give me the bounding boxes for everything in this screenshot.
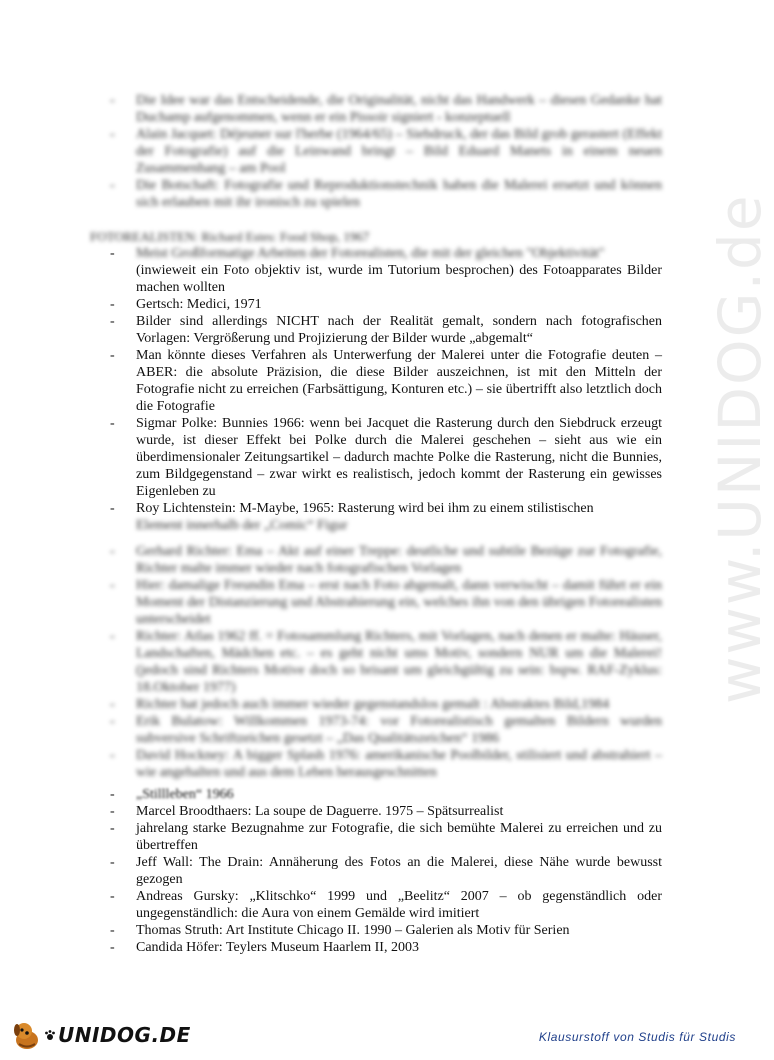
list-item: - Candida Höfer: Teylers Museum Haarlem II, 2003 [110, 940, 419, 955]
footer-tagline: Klausurstoff von Studis für Studis [538, 1030, 736, 1044]
blurred-line: Meist Großformatige Arbeiten der Fotorealisten, die mit der gleichen "Objektivität" [136, 246, 605, 261]
list-item: - Richter hat jedoch auch immer wieder gegenstandslos gemalt : Abstraktes Bild,1984 [110, 697, 610, 712]
list-item: - Jeff Wall: The Drain: Annäherung des Fotos an die Malerei, diese Nähe wurde bewusst gezogen [110, 855, 662, 887]
list-item: - David Hockney: A bigger Splash 1976: amerikanische Poolbilder, stilisiert und abstrahiert – wie angehalten und aus dem Leben herausgeschnitten [110, 748, 662, 780]
list-item: - Meist Großformatige Arbeiten der Fotorealisten, die mit der gleichen "Objektivität" (inwieweit ein Foto objektiv ist, wurde im Tutorium besprochen) des Fotoapparates Bilder machen wollten [110, 246, 662, 295]
logo-text: UNIDOG.DE [58, 1023, 191, 1047]
list-item: - Alain Jacquet: Déjeuner sur l'herbe (1964/65) – Siebdruck, der das Bild grob gerastert (Effekt der Fotografie) auf die Leinwand bringt – Bild Eduard Manets in einem neuen Zusammenhang – am Pool [110, 127, 662, 176]
partial-list [110, 786, 662, 803]
blurred-list [110, 543, 662, 781]
main-list [110, 245, 662, 534]
list-item: - Erik Bulatow: Willkommen 1973-74: vor Fotorealistisch gemalten Bildern wurden subversive Schriftzeichen gesetzt – „Das Qualitätszeichen“ 1986 [110, 714, 662, 746]
list-item: - Die Botschaft: Fotografie und Reproduktionstechnik haben die Malerei ersetzt und können sich erlauben mit ihr ironisch zu spielen [110, 178, 662, 210]
list-item: - Thomas Struth: Art Institute Chicago II. 1990 – Galerien als Motiv für Serien [110, 923, 570, 938]
list-item: - Marcel Broodthaers: La soupe de Daguerre. 1975 – Spätsurrealist [110, 804, 504, 819]
section-heading: FOTOREALISTEN: Richard Estes: Food Shop, 1967 [90, 229, 370, 244]
list-item: - jahrelang starke Bezugnahme zur Fotografie, die sich bemühte Malerei zu erreichen und zu übertreffen [110, 821, 662, 853]
list-item: - Bilder sind allerdings NICHT nach der Realität gemalt, sondern nach fotografischen Vorlagen: Vergrößerung und Projizierung der Bilder wurde „abgemalt“ [110, 314, 662, 346]
top-list [110, 92, 662, 211]
list-item: - Hier: damalige Freundin Ema – erst nach Foto abgemalt, dann verwischt – damit führt er ein Moment der Distanzierung und Abstrahierung ein, welches ihn von den übrigen Fotorealisten unterscheidet [110, 578, 662, 627]
list-item: - „Stillleben“ 1966 [110, 787, 234, 802]
paw-icon [44, 1029, 56, 1041]
list-item: - Die Idee war das Entscheidende, die Originalität, nicht das Handwerk – diesen Gedanke hat Duchamp aufgenommen, wenn er ein Pissoir signiert - konzeptuell [110, 93, 662, 125]
list-item: - Sigmar Polke: Bunnies 1966: wenn bei Jacquet die Rasterung durch den Siebdruck erzeugt wurde, ist dieser Effekt bei Polke durch die Malerei geschehen – sieht aus wie ein überdimensionaler Zeitungsartikel – dadurch machte Polke die Rasterung, nicht die Bunnies, zum Bildgegenstand – zwar wirkt es realistisch, jedoch kommt der Rasterung ein gewisses Eigenleben zu [110, 416, 662, 499]
bottom-list [110, 803, 662, 956]
list-item: - Richter: Atlas 1962 ff. = Fotosammlung Richters, mit Vorlagen, nach denen er malte: Häuser, Landschaften, Mädchen etc. – es geht nicht ums Motiv, sondern NUR um die Malerei! (jedoch sind Richters Motive doch so brisant um gleichgültig zu sein: bspw. RAF-Zyklus: 18.Oktober 1977) [110, 629, 662, 695]
watermark: www.UNIDOG.de [706, 193, 774, 704]
blurred-line: Element innerhalb der „Comic“ Figur [136, 518, 348, 533]
list-item: - Gerhard Richter: Ema – Akt auf einer Treppe: deutliche und subtile Bezüge zur Fotografie, Richter malte immer wieder nach fotografischen Vorlagen [110, 544, 662, 576]
unidog-logo[interactable] [10, 1018, 191, 1052]
list-item: - Roy Lichtenstein: M-Maybe, 1965: Rasterung wird bei ihm zu einem stilistischen Element innerhalb der „Comic“ Figur [110, 500, 662, 534]
dog-mascot-icon [10, 1018, 44, 1052]
list-item: - Andreas Gursky: „Klitschko“ 1999 und „Beelitz“ 2007 – ob gegenständlich oder ungegenständlich: die Aura von einem Gemälde wird imitiert [110, 889, 662, 921]
list-item: - Man könnte dieses Verfahren als Unterwerfung der Malerei unter die Fotografie deuten – ABER: die absolute Präzision, die diese Bilder auszeichnen, ist mit den Mitteln der Fotografie nicht zu erreichen (Farbsättigung, Konturen etc.) – sie übertrifft also letztlich doch die Fotografie [110, 348, 662, 414]
list-item: - Gertsch: Medici, 1971 [110, 297, 262, 312]
